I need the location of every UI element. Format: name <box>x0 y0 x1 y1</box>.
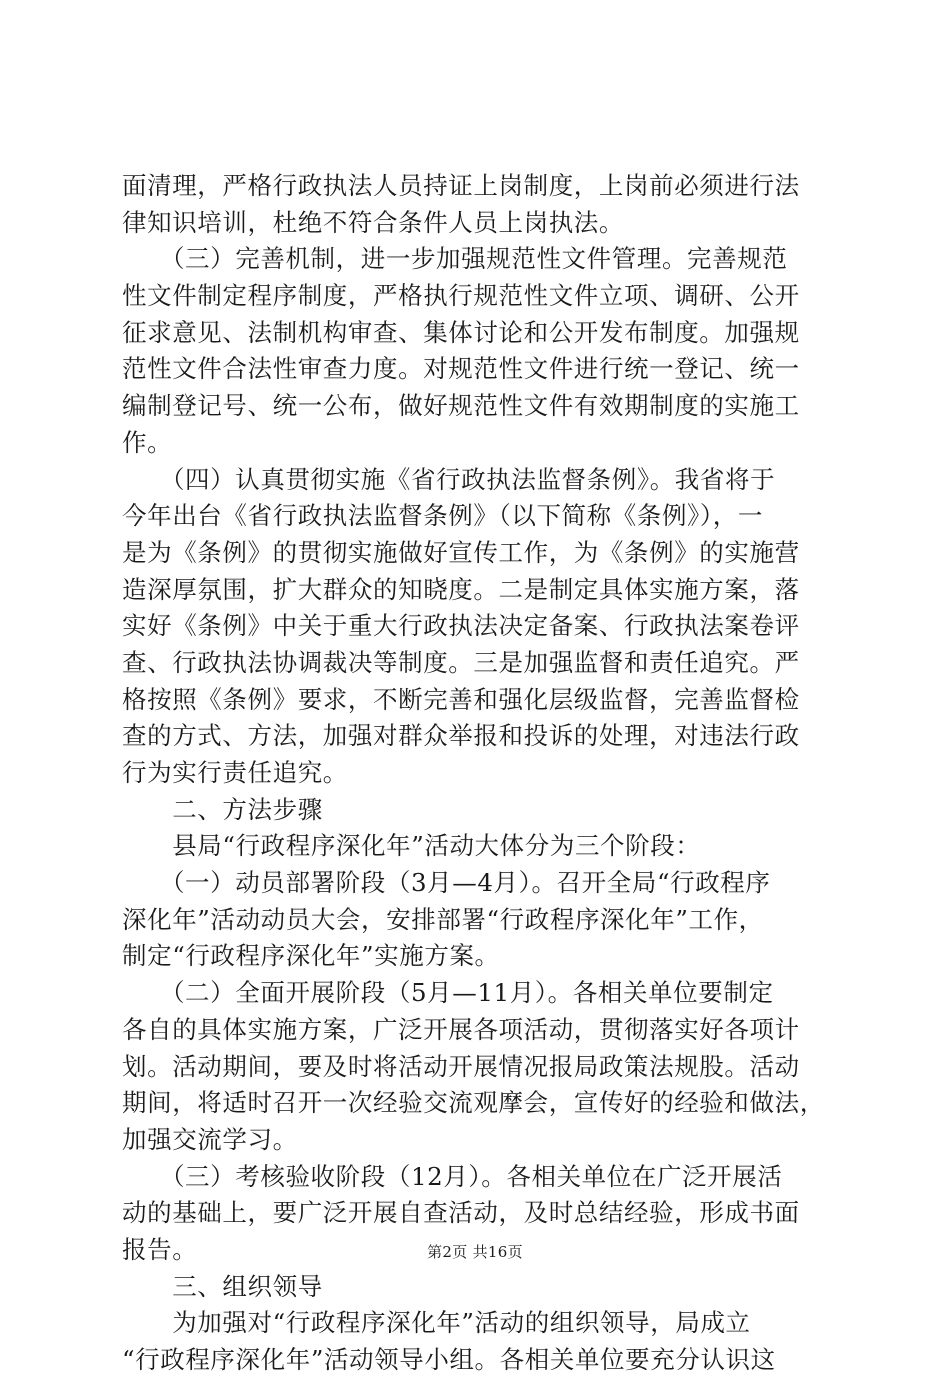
section-heading: 三、组织领导 <box>122 1271 323 1301</box>
text-line: 性文件制定程序制度，严格执行规范性文件立项、调研、公开 <box>122 281 800 311</box>
text-line: 深化年”活动动员大会，安排部署“行政程序深化年”工作， <box>122 904 764 934</box>
text-line: 加强交流学习。 <box>122 1124 298 1154</box>
text-line: （三）考核验收阶段（12月）。各相关单位在广泛开展活 <box>122 1161 783 1191</box>
text-line: “行政程序深化年”活动领导小组。各相关单位要充分认识这 <box>122 1345 776 1374</box>
text-line: （一）动员部署阶段（3月—4月）。召开全局“行政程序 <box>122 868 771 898</box>
page-number-footer: 第2页 共16页 <box>427 1243 523 1261</box>
text-line: 期间，将适时召开一次经验交流观摩会，宣传好的经验和做法， <box>122 1088 825 1118</box>
text-line: （四）认真贯彻实施《省行政执法监督条例》。我省将于 <box>122 464 776 494</box>
text-line: 为加强对“行政程序深化年”活动的组织领导，局成立 <box>122 1308 751 1338</box>
text-line: 征求意见、法制机构审查、集体讨论和公开发布制度。加强规 <box>122 317 800 347</box>
text-line: 是为《条例》的贯彻实施做好宣传工作，为《条例》的实施营 <box>122 537 800 567</box>
text-line: 造深厚氛围，扩大群众的知晓度。二是制定具体实施方案，落 <box>122 574 800 604</box>
text-line: 各自的具体实施方案，广泛开展各项活动，贯彻落实好各项计 <box>122 1014 800 1044</box>
text-line: 报告。 <box>122 1234 198 1264</box>
text-line: 划。活动期间，要及时将活动开展情况报局政策法规股。活动 <box>122 1051 800 1081</box>
section-heading: 二、方法步骤 <box>122 794 323 824</box>
text-line: 律知识培训，杜绝不符合条件人员上岗执法。 <box>122 207 624 237</box>
text-line: 县局“行政程序深化年”活动大体分为三个阶段： <box>122 831 701 861</box>
text-line: 范性文件合法性审查力度。对规范性文件进行统一登记、统一 <box>122 354 800 384</box>
text-line: 格按照《条例》要求，不断完善和强化层级监督，完善监督检 <box>122 684 800 714</box>
text-line: 查、行政执法协调裁决等制度。三是加强监督和责任追究。严 <box>122 647 800 677</box>
text-line: 实好《条例》中关于重大行政执法决定备案、行政执法案卷评 <box>122 611 800 641</box>
text-line: 作。 <box>122 427 173 457</box>
text-line: （三）完善机制，进一步加强规范性文件管理。完善规范 <box>122 244 788 274</box>
text-line: 今年出台《省行政执法监督条例》（以下简称《条例》），一 <box>122 501 763 531</box>
text-line: 行为实行责任追究。 <box>122 758 348 787</box>
text-line: 查的方式、方法，加强对群众举报和投诉的处理，对违法行政 <box>122 721 800 751</box>
text-line: 制定“行政程序深化年”实施方案。 <box>122 941 500 971</box>
text-line: 编制登记号、统一公布，做好规范性文件有效期制度的实施工 <box>122 391 800 421</box>
document-body <box>122 168 847 1379</box>
text-line: 动的基础上，要广泛开展自查活动，及时总结经验，形成书面 <box>122 1198 800 1228</box>
text-line: 面清理，严格行政执法人员持证上岗制度，上岗前必须进行法 <box>122 171 800 200</box>
text-line: （二）全面开展阶段（5月—11月）。各相关单位要制定 <box>122 978 774 1008</box>
